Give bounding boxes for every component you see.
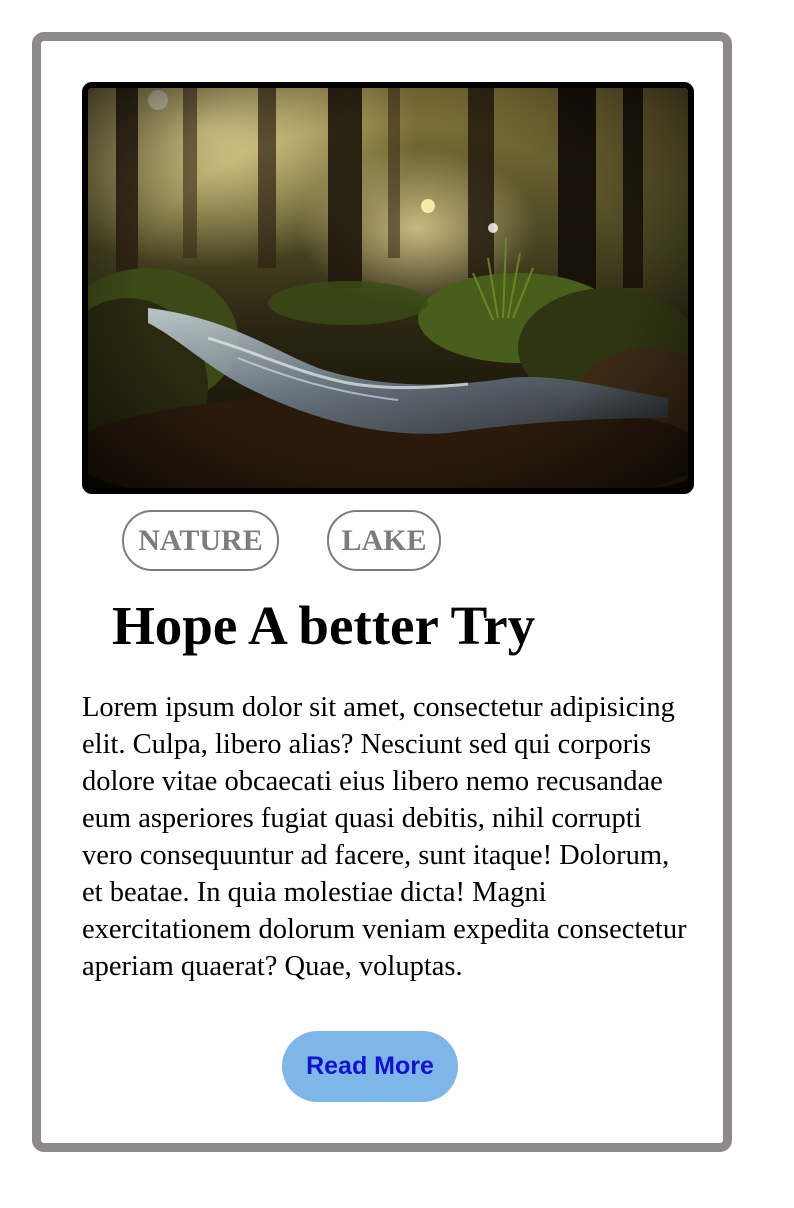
forest-stream-image [88,88,688,488]
read-more-button[interactable]: Read More [282,1031,458,1102]
tag-nature[interactable]: NATURE [122,510,279,571]
tag-lake[interactable]: LAKE [327,510,441,571]
card-image [82,82,694,494]
card-body-text: Lorem ipsum dolor sit amet, consectetur adipisicing elit. Culpa, libero alias? Nesciunt sed qui corporis dolore vitae obcaecati eius libero nemo recusandae eum asperiores fugiat quasi debitis, nihil corrupti vero consequuntur ad facere, sunt itaque! Dolorum, et beatae. In quia molestiae dicta! Magni exercitationem dolorum veniam expedita consectetur aperiam quaerat? Quae, voluptas. [82,692,687,982]
card-title: Hope A better Try [112,595,536,656]
blog-card [32,32,732,1152]
